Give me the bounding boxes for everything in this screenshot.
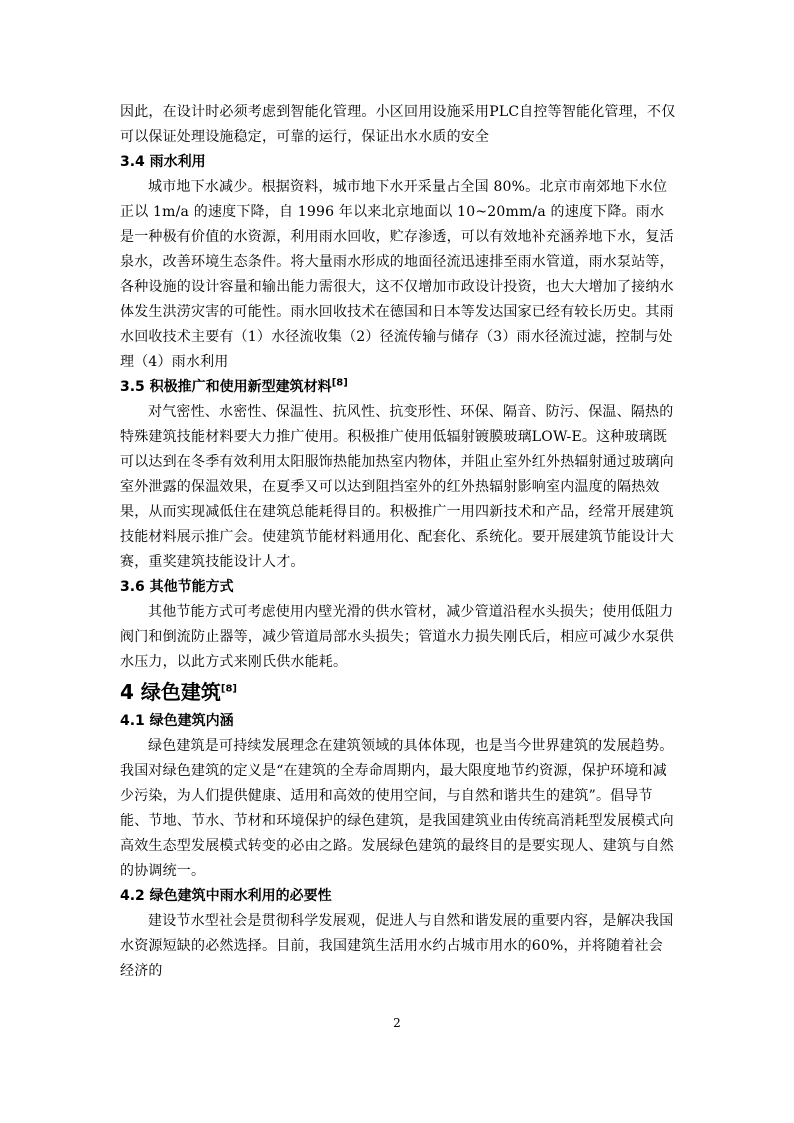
heading-3-5-text: 3.5 积极推广和使用新型建筑材料 [120,379,332,395]
paragraph-4-1: 绿色建筑是可持续发展理念在建筑领域的具体体现，也是当今世界建筑的发展趋势。我国对绿色建筑的定义是“在建筑的全寿命周期内，最大限度地节约资源，保护环境和减少污染，为人们提供健康、适用和高效的使用空间，与自然和谐共生的建筑”。倡导节能、节地、节水、节材和环境保护的绿色建筑，是我国建筑业由传统高消耗型发展模式向高效生态型发展模式转变的必由之路。发展绿色建筑的最终目的是要实现人、建筑与自然的协调统一。 [120,738,674,879]
page-number: 2 [393,1016,401,1030]
heading-3-6: 3.6 其他节能方式 [120,579,234,595]
paragraph-4-2: 建设节水型社会是贯彻科学发展观，促进人与自然和谐发展的重要内容，是解决我国水资源短缺的必然选择。目前，我国建筑生活用水约占城市用水的60%，并将随着社会经济的 [120,913,674,979]
paragraph-intro: 因此，在设计时必须考虑到智能化管理。小区回用设施采用PLC自控等智能化管理，不仅可以保证处理设施稳定，可靠的运行，保证出水水质的安全 [120,104,676,145]
heading-4-text: 4 绿色建筑 [120,680,221,704]
heading-4-1: 4.1 绿色建筑内涵 [120,713,234,729]
heading-4-2: 4.2 绿色建筑中雨水利用的必要性 [120,888,332,904]
citation-ref: [8] [220,683,237,695]
paragraph-3-6: 其他节能方式可考虑使用内壁光滑的供水管材，减少管道沿程水头损失；使用低阻力阀门和倒流防止器等，减少管道局部水头损失；管道水力损失刚氏后，相应可减少水泵供水压力，以此方式来刚氏供水能耗。 [120,604,674,670]
paragraph-3-4: 城市地下水减少。根据资料，城市地下水开采量占全国 80%。北京市南郊地下水位正以 1m/a 的速度下降，自 1996 年以来北京地面以 10~20mm/a 的速度下降。雨水是一种极有价值的水资源，利用雨水回收，贮存渗透，可以有效地补充涵养地下水，复活泉水，改善环境生态条件。将大量雨水形成的地面径流迅速排至雨水管道，雨水泵站等，各种设施的设计容量和输出能力需很大，这不仅增加市政设计投资，也大大增加了接纳水体发生洪涝灾害的可能性。雨水回收技术在德国和日本等发达国家已经有较长历史。其雨水回收技术主要有（1）水径流收集（2）径流传输与储存（3）雨水径流过滤，控制与处理（4）雨水利用 [120,179,674,370]
heading-3-5 [120,375,676,400]
heading-4 [120,675,676,709]
document-body [120,100,676,984]
heading-3-4: 3.4 雨水利用 [120,154,206,170]
citation-ref: [8] [331,377,348,389]
paragraph-3-5: 对气密性、水密性、保温性、抗风性、抗变形性、环保、隔音、防污、保温、隔热的特殊建筑技能材料要大力推广使用。积极推广使用低辐射镀膜玻璃LOW-E。这种玻璃既可以达到在冬季有效利用太阳服饰热能加热室内物体，并阻止室外红外热辐射通过玻璃向室外泄露的保温效果，在夏季又可以达到阻挡室外的红外热辐射影响室内温度的隔热效果，从而实现减低住在建筑总能耗得目的。积极推广一用四新技术和产品，经常开展建筑技能材料展示推广会。使建筑节能材料通用化、配套化、系统化。要开展建筑节能设计大赛，重奖建筑技能设计人才。 [120,404,674,570]
